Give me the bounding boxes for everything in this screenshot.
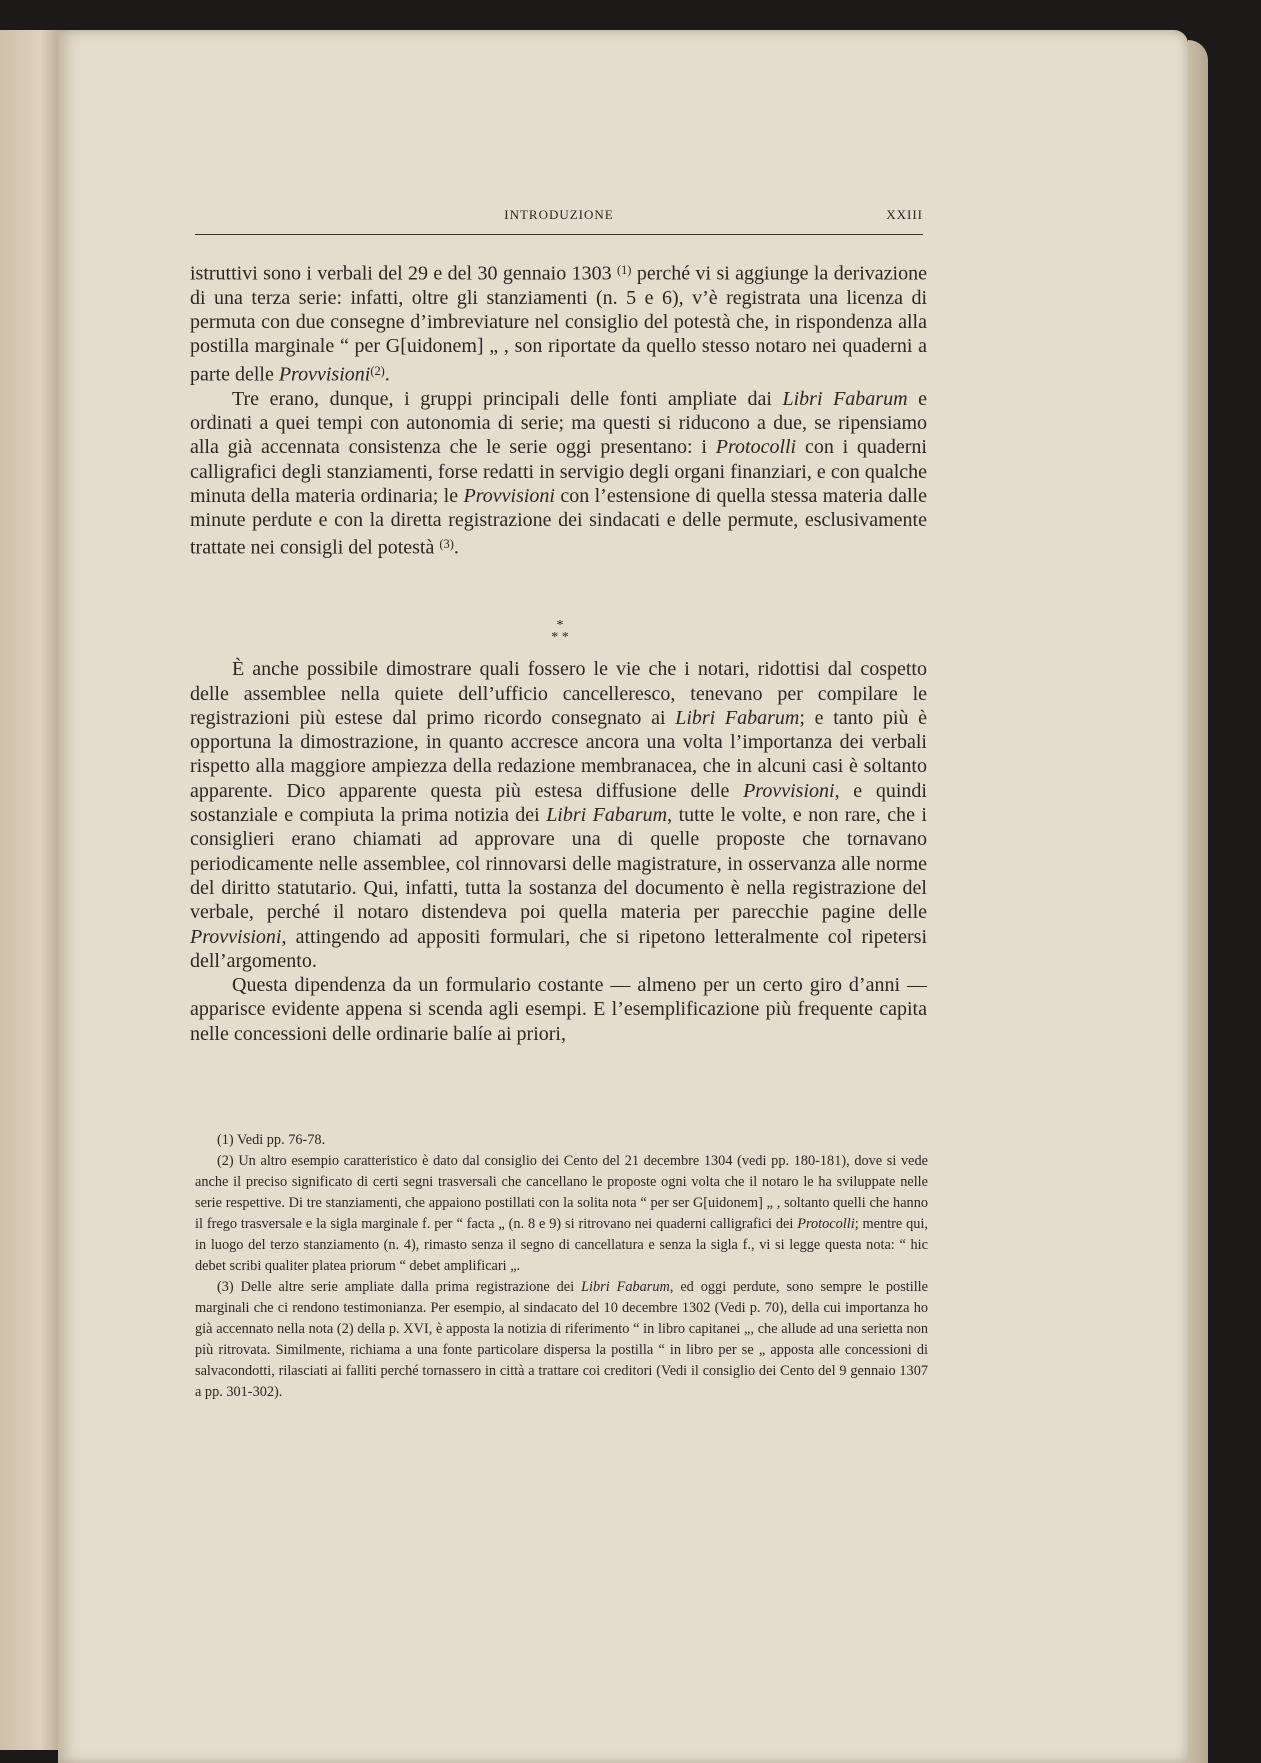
footnote-reference: (1) <box>616 263 632 277</box>
footnote-reference: (3) <box>439 537 454 552</box>
italic-title: Protocolli <box>797 1216 855 1232</box>
text-run: . <box>384 363 390 386</box>
text-run: , ed oggi perdute, sono sempre le postille marginali che ci rendono testimonianza. Per esempio, al sindacato del 10 decembre 1302 (Vedi p. 70), della cui importanza ho già accennato nella nota (2) della p. XVI, è apposta la notizia di riferimento “ in libro capitanei „, che allude ad una serietta non più ritrovata. Similmente, richiama a una fonte particolare dispersa la postilla “ in libro per se „ apposta alle concessioni di salvacondotti, rilasciati ai falliti perché tornassero in città a trattare coi creditori (Vedi il consiglio dei Cento del 9 gennaio 1307 a pp. 301-302). <box>195 1279 928 1400</box>
text-run: , attingendo ad appositi formulari, che si ripetono letteralmente col ripetersi dell’argomento. <box>190 925 927 972</box>
asterism-line-1: * <box>556 618 564 633</box>
text-run: (2) Un altro esempio caratteristico è dato dal consiglio dei Cento del 21 decembre 1304 (vedi pp. 180-181), dove si vede anche il preciso significato di certi segni trasversali che cancellano le proposte ogni volta che il notaro le ha sviluppate nelle serie respettive. Di tre stanziamenti, che appaiono postillati con la solita nota “ per ser G[uidonem] „ , soltanto quelli che hanno il frego trasversale e la sigla marginale f. per “ facta „ (n. 8 e 9) si ritrovano nei quaderni calligrafici dei <box>195 1153 928 1232</box>
footnote <box>195 1130 928 1151</box>
italic-title: Provvisioni <box>463 484 555 507</box>
body-text <box>190 258 927 1046</box>
page-fore-edge <box>1188 40 1208 1763</box>
footnotes <box>195 1130 928 1403</box>
italic-title: Libri Fabarum <box>546 804 668 827</box>
footnote <box>195 1151 928 1277</box>
text-run: (3) Delle altre serie ampliate dalla prima registrazione dei <box>217 1279 582 1295</box>
text-run: ; mentre qui, in luogo del terzo stanziamento (n. 4), rimasto senza il segno di cancellatura e senza la sigla f., vi si legge questa nota: “ hic debet scribi qualiter platea priorum “ debet amplificari „. <box>195 1216 928 1274</box>
text-run: . <box>453 537 459 559</box>
italic-title: Libri Fabarum <box>675 706 800 729</box>
asterism-line-2: * * <box>551 630 569 645</box>
text-run: , e quindi sostanziale e compiuta la prima notizia dei <box>190 779 927 827</box>
text-run: Tre erano, dunque, i gruppi principali delle fonti ampliate dai <box>232 387 783 410</box>
footnote <box>195 1277 928 1403</box>
italic-title: Provvisioni <box>190 925 282 948</box>
paragraph <box>190 657 927 973</box>
page-number: XXIII <box>886 207 923 222</box>
italic-title: Libri Fabarum <box>581 1279 670 1295</box>
text-run: , tutte le volte, e non rare, che i consiglieri erano chiamati ad approvare una di quelle proposte che tornavano periodicamente nelle assemblee, col rinnovarsi delle magistrature, in osservanza alle norme del diritto statutario. Qui, infatti, tutta la sostanza del documento è nella registrazione del verbale, perché il notaro distendeva poi quella materia per parecchie pagine delle <box>190 804 927 924</box>
text-run: con l’estensione di quella stessa materia dalle minute perdute e con la diretta registrazione dei sindacati e delle permute, esclusivamente trattate nei consigli del potestà <box>190 484 927 559</box>
footnote-reference: (2) <box>370 363 385 378</box>
text-run: istruttivi sono i verbali del 29 e del 30 gennaio 1303 <box>190 262 617 285</box>
text-run: (1) Vedi pp. 76-78. <box>217 1132 326 1148</box>
header-rule <box>195 234 923 235</box>
text-run: Questa dipendenza da un formulario costante — almeno per un certo giro d’anni — apparisce evidente appena si scenda agli esempi. E l’esemplificazione più frequente capita nelle concessioni delle ordinarie balíe ai priori, <box>190 974 927 1045</box>
paragraph <box>190 258 927 387</box>
paragraph <box>190 973 927 1046</box>
italic-title: Provvisioni <box>278 363 371 386</box>
italic-title: Provvisioni <box>743 779 835 802</box>
section-separator-asterism <box>520 620 600 644</box>
text-run: perché vi si aggiunge la derivazione di una terza serie: infatti, oltre gli stanziamenti (n. 5 e 6), v’è registrata una licenza di permuta con due consegne d’imbreviature nel consiglio del potestà che, in rispondenza alla postilla marginale “ per G[uidonem] „ , son riportate da quello stesso notaro nei quaderni a parte delle <box>190 262 927 386</box>
text-run: con i quaderni calligrafici degli stanziamenti, forse redatti in servigio degli organi finanziari, e con qualche minuta della materia ordinaria; le <box>190 436 927 507</box>
italic-title: Libri Fabarum <box>782 387 908 410</box>
text-run: e ordinati a quei tempi con autonomia di serie; ma questi si riducono a due, se ripensiamo alla già accennata consistenza che le serie oggi presentano: i <box>190 387 927 459</box>
italic-title: Protocolli <box>715 436 797 459</box>
left-page-edge <box>0 30 58 1750</box>
running-head-title: INTRODUZIONE <box>504 207 614 222</box>
paragraph <box>190 387 927 561</box>
text-run: ; e tanto più è opportuna la dimostrazione, in quanto accresce ancora una volta l’importanza dei verbali rispetto alla maggiore ampiezza della redazione membranacea, che in alcuni casi è soltanto apparente. Dico apparente questa più estesa diffusione delle <box>190 706 928 802</box>
text-run: È anche possibile dimostrare quali fossero le vie che i notari, ridottisi dal cospetto delle assemblee nella quiete dell’ufficio cancelleresco, tenevano per compilare le registrazioni più estese dal primo ricordo consegnato ai <box>190 658 927 729</box>
